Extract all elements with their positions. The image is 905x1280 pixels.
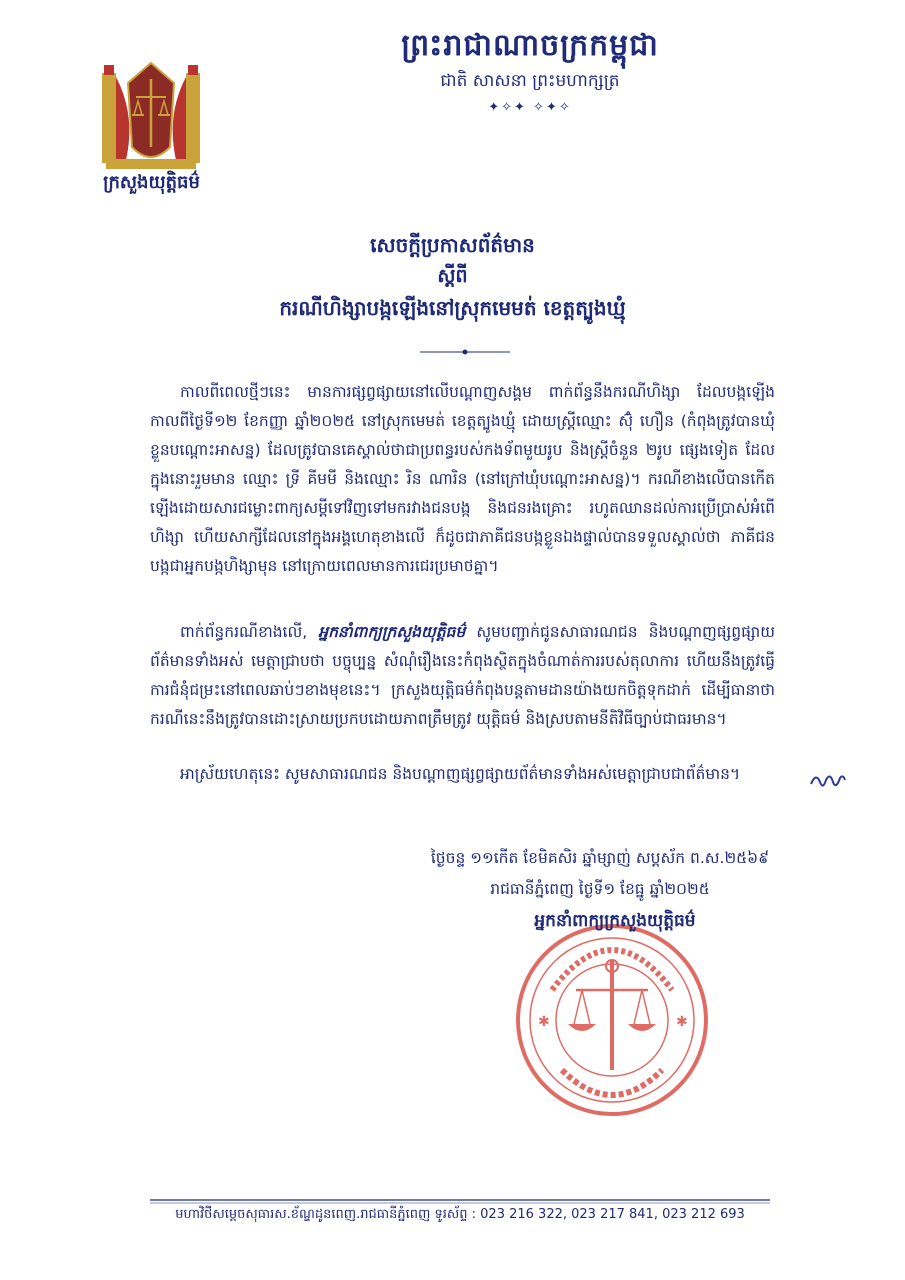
ornament-divider: ✦✧✦ ✧✦✧ [488, 100, 572, 115]
ministry-name: ក្រសួងយុត្តិធម៌ [103, 172, 200, 193]
signatory-title: អ្នកនាំពាក្យក្រសួងយុត្តិធម៌ [534, 911, 696, 931]
official-seal-icon [512, 920, 712, 1120]
solar-date: រាជធានីភ្នំពេញ ថ្ងៃទី១ ខែធ្នូ ឆ្នាំ២០២៥ [490, 880, 710, 898]
document-title: សេចក្ដីប្រកាសព័ត៌មាន [370, 233, 535, 257]
kingdom-title: ព្រះរាជាណាចក្រកម្ពុជា [401, 28, 659, 63]
para2-rest: សូមបញ្ជាក់ជូនសាធារណជន និងបណ្ដាញផ្សព្វផ្សាយព័ត៌មានទាំងអស់ មេត្តាជ្រាបថា បច្ចុប្បន្ន សំណុំរឿងនេះកំពុងស្ថិតក្នុងចំណាត់ការរបស់តុលាការ ហើយនឹងត្រូវធ្វើការជំនុំជម្រះនៅពេលឆាប់ៗខាងមុខនេះ។ ក្រសួងយុត្តិធម៌កំពុងបន្តតាមដានយ៉ាងយកចិត្តទុកដាក់ ដើម្បីធានាថា ករណីនេះនឹងត្រូវបានដោះស្រាយប្រកបដោយភាពត្រឹមត្រូវ យុត្តិធម៌ និងស្របតាមនីតិវិធីច្បាប់ជាធរមាន។ [150, 623, 775, 728]
handwritten-initials-icon [808, 766, 848, 796]
ministry-emblem-icon [96, 55, 206, 175]
footer-address-phone: មហាវិថីសម្តេចសុធារស.ខ័ណ្ឌដូនពេញ.រាជធានីភ្នំពេញ ទូរស័ព្ទ : 023 216 322, 023 217 841, 023 212 693 [175, 1207, 745, 1222]
lunar-date: ថ្ងៃចន្ទ ១១កើត ខែមិគសិរ ឆ្នាំម្សាញ់ សប្តស័ក ព.ស.២៥៦៩ [430, 849, 770, 867]
footer-divider [150, 1198, 770, 1204]
svg-text:✱: ✱ [676, 1014, 688, 1030]
document-title-about: ស្ដីពី [437, 265, 468, 287]
document-subject: ករណីហិង្សាបង្កឡើងនៅស្រុកមេមត់ ខេត្តត្បូងឃ្មុំ [279, 296, 626, 320]
title-divider [420, 348, 510, 356]
body-paragraph-1: កាលពីពេលថ្មីៗនេះ មានការផ្សព្វផ្សាយនៅលើបណ្ដាញសង្គម ពាក់ព័ន្ធនឹងករណីហិង្សា ដែលបង្កឡើងកាលពីថ្ងៃទី១២ ខែកញ្ញា ឆ្នាំ២០២៥ នៅស្រុកមេមត់ ខេត្តត្បូងឃ្មុំ ដោយស្ត្រីឈ្មោះ ស៊ុំ ហឿន (កំពុងត្រូវបានឃុំខ្លួនបណ្ដោះអាសន្ន) ដែលត្រូវបានគេស្គាល់ថាជាប្រពន្ធរបស់កងទ័ពមួយរូប និងស្ត្រីចំនួន ២រូប ផ្សេងទៀត ដែលក្នុងនោះរួមមាន ឈ្មោះ ទ្រី គីមមី និងឈ្មោះ រិន ណារិន (នៅក្រៅឃុំបណ្ដោះអាសន្ន)។ ករណីខាងលើបានកើតឡើងដោយសារជម្លោះពាក្យសម្ដីទៅវិញទៅមករវាងជនបង្ក និងជនរងគ្រោះ រហូតឈានដល់ការប្រើប្រាស់អំពើហិង្សា ហើយសាក្សីដែលនៅក្នុងអង្គហេតុខាងលើ ក៏ដូចជាភាគីជនបង្កខ្លួនឯងផ្ទាល់បានទទួលស្គាល់ថា ភាគីជនបង្កជាអ្នកបង្កហិង្សាមុន នៅក្រោយពេលមានការជេរប្រមាថគ្នា។ [150, 383, 775, 575]
body-paragraph-3: អាស្រ័យហេតុនេះ សូមសាធារណជន និងបណ្ដាញផ្សព្វផ្សាយព័ត៌មានទាំងអស់មេត្តាជ្រាបជាព័ត៌មាន។ [180, 765, 741, 783]
body-paragraph-2 [150, 618, 775, 734]
para2-lead: ពាក់ព័ន្ធករណីខាងលើ, [180, 623, 319, 641]
svg-text:✱: ✱ [538, 1014, 550, 1030]
spokesperson-emphasis: អ្នកនាំពាក្យក្រសួងយុត្តិធម៌ [318, 623, 466, 641]
national-motto: ជាតិ សាសនា ព្រះមហាក្សត្រ [440, 71, 620, 91]
